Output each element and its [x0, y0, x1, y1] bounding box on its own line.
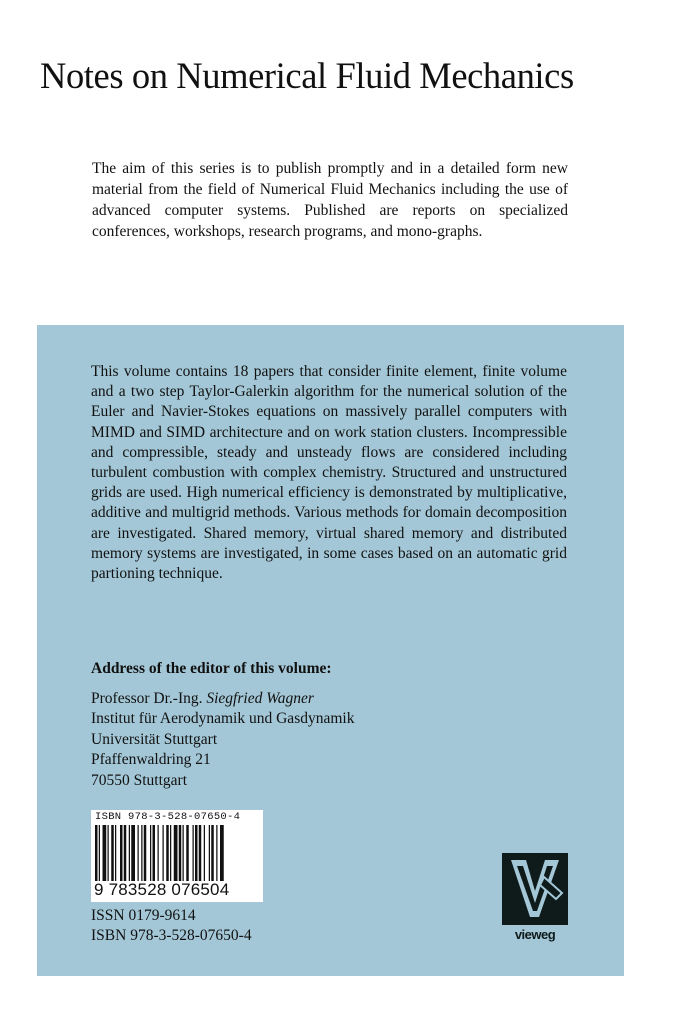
vieweg-logo-icon [502, 853, 568, 925]
editor-address-heading: Address of the editor of this volume: [91, 660, 332, 677]
volume-description: This volume contains 18 papers that consider finite element, finite volume and a two step Taylor-Galerkin algorithm for the numerical solution of the Euler and Navier-Stokes equations on massively parallel computers with MIMD and SIMD architecture and on work station clusters. Incompressible and compressible, steady and unsteady flows are considered including turbulent combustion with complex chemistry. Structured and unstructured grids are used. High numerical efficiency is demonstrated by multiplicative, additive and multigrid methods. Various methods for domain decomposition are investigated. Shared memory, virtual shared memory and distributed memory systems are investigated, in some cases based on an automatic grid partioning technique. [91, 363, 567, 583]
series-description: The aim of this series is to publish promptly and in a detailed form new material from the field of Numerical Fluid Mechanics including the use of advanced computer systems. Published are reports on specialized conferences, workshops, research programs, and mono-graphs. [92, 160, 568, 240]
vieweg-logo [502, 853, 568, 945]
vieweg-logo-text: vieweg [514, 927, 556, 942]
barcode-digits: 9 783528 076504 [94, 880, 230, 899]
editor-address [91, 689, 354, 791]
isbn: ISBN 978-3-528-07650-4 [91, 926, 252, 944]
address-line: Institut für Aerodynamik und Gasdynamik [91, 710, 355, 728]
series-title: Notes on Numerical Fluid Mechanics [40, 55, 574, 96]
address-line: 70550 Stuttgart [91, 771, 188, 789]
address-line: Universität Stuttgart [91, 730, 218, 748]
barcode-isbn-label: ISBN 978-3-528-07650-4 [95, 811, 241, 823]
address-line: Pfaffenwaldring 21 [91, 751, 211, 769]
blue-panel [37, 325, 624, 976]
barcode-bars [95, 825, 259, 881]
editor-name-line [91, 689, 354, 709]
isbn-barcode [91, 810, 263, 902]
identifiers [91, 906, 252, 945]
issn: ISSN 0179-9614 [91, 907, 196, 924]
editor-name: Siegfried Wagner [206, 690, 314, 707]
editor-title: Professor Dr.-Ing. [91, 690, 203, 707]
